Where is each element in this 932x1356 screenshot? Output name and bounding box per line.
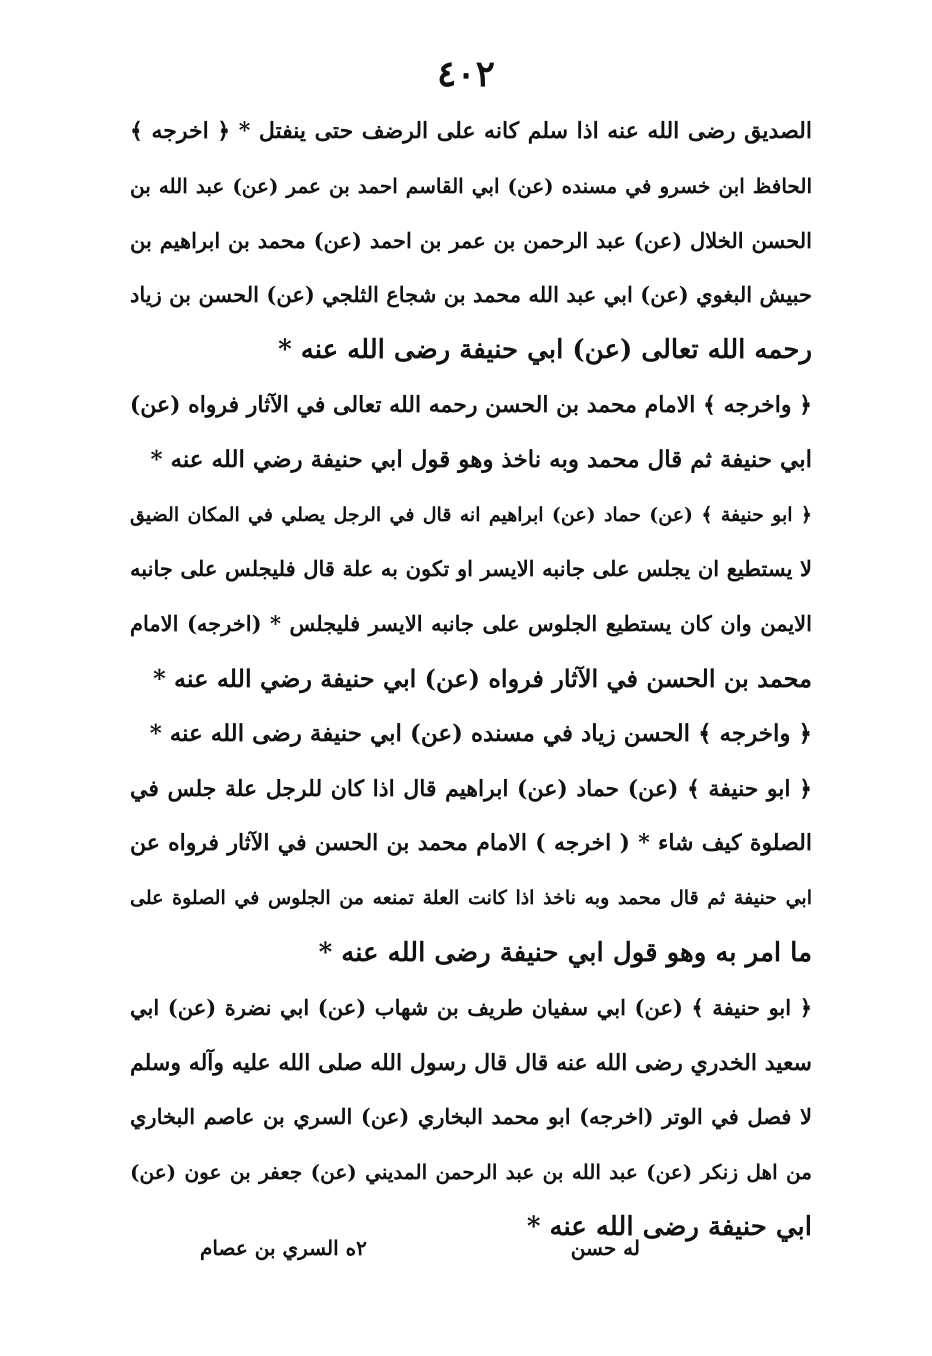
text-line: رحمه الله تعالى (عن) ابي حنيفة رضى الله عنه *: [278, 335, 812, 366]
text-line: الصلوة كيف شاء * ( اخرجه ) الامام محمد بن الحسن في الآثار فرواه عن: [130, 830, 812, 857]
text-line: ﴿ ابو حنيفة ﴾ (عن) حماد (عن) ابراهيم انه قال في الرجل يصلي في المكان الضيق: [130, 503, 812, 526]
text-line: ابي حنيفة ثم قال محمد وبه ناخذ اذا كانت العلة تمنعه من الجلوس في الصلوة على: [130, 887, 812, 910]
text-line: ابي حنيفة رضى الله عنه *: [526, 1211, 812, 1242]
text-line: ﴿ واخرجه ﴾ الامام محمد بن الحسن رحمه الله تعالى في الآثار فرواه (عن): [130, 391, 812, 418]
text-line: ما امر به وهو قول ابي حنيفة رضى الله عنه *: [318, 937, 812, 968]
text-line: لا يستطيع ان يجلس على جانبه الايسر او تكون به علة قال فليجلس على جانبه: [130, 556, 812, 582]
text-line: ﴿ واخرجه ﴾ الحسن زياد في مسنده (عن) ابي حنيفة رضى الله عنه *: [149, 719, 812, 747]
page-number: ٤٠٢: [436, 53, 495, 95]
footnote-2: ٢ه السري بن عصام: [200, 1236, 367, 1260]
footnote-1: له حسن: [570, 1236, 640, 1260]
text-line: الايمن وان كان يستطيع الجلوس على جانبه الايسر فليجلس * (اخرجه) الامام: [130, 611, 812, 637]
text-line: من اهل زنكر (عن) عبد الله بن عبد الرحمن المديني (عن) جعفر بن عون (عن): [130, 1160, 812, 1185]
text-line: لا فصل في الوتر (اخرجه) ابو محمد البخاري (عن) السري بن عاصم البخاري: [130, 1104, 812, 1130]
text-line: الحافظ ابن خسرو في مسنده (عن) ابي القاسم احمد بن عمر (عن) عبد الله بن: [130, 173, 812, 198]
text-line: محمد بن الحسن في الآثار فرواه (عن) ابي حنيفة رضي الله عنه *: [153, 663, 812, 693]
footnotes: [200, 1228, 640, 1268]
text-line: ﴿ ابو حنيفة ﴾ (عن) ابي سفيان طريف بن شهاب (عن) ابي نضرة (عن) ابي: [130, 994, 812, 1020]
text-line: ابي حنيفة ثم قال محمد وبه ناخذ وهو قول ابي حنيفة رضي الله عنه *: [150, 445, 812, 473]
text-line: الحسن الخلال (عن) عبد الرحمن بن عمر بن احمد (عن) محمد بن ابراهيم بن: [130, 227, 812, 253]
text-line: الصديق رضى الله عنه اذا سلم كانه على الرضف حتى ينفتل * ﴿ اخرجه ﴾: [130, 118, 812, 144]
text-line: حبيش البغوي (عن) ابي عبد الله محمد بن شجاع الثلجي (عن) الحسن بن زياد: [130, 282, 812, 308]
text-line: ﴿ ابو حنيفة ﴾ (عن) حماد (عن) ابراهيم قال اذا كان للرجل علة جلس في: [130, 775, 812, 802]
text-line: سعيد الخدري رضى الله عنه قال قال رسول الله صلى الله عليه وآله وسلم: [130, 1049, 812, 1076]
body-text: [130, 104, 812, 1255]
